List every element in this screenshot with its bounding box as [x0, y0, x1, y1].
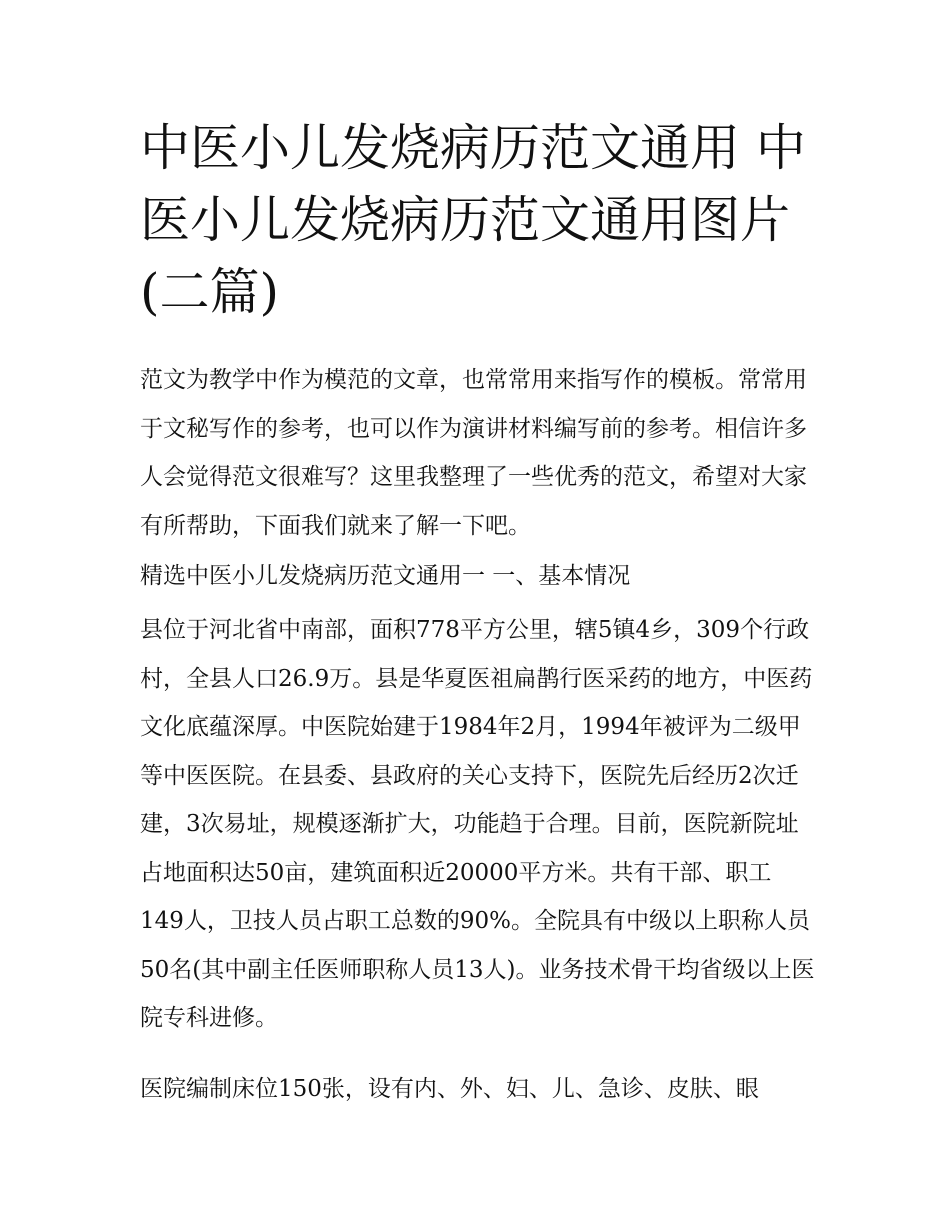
document-title: 中医小儿发烧病历范文通用 中医小儿发烧病历范文通用图片(二篇) — [140, 119, 806, 321]
body-paragraph-2: 医院编制床位150张，设有内、外、妇、儿、急诊、皮肤、眼 — [140, 1076, 759, 1102]
section-heading: 精选中医小儿发烧病历范文通用一 一、基本情况 — [140, 563, 631, 589]
intro-paragraph: 范文为教学中作为模范的文章，也常常用来指写作的模板。常常用于文秘写作的参考，也可以作为演讲材料编写前的参考。相信许多人会觉得范文很难写？这里我整理了一些优秀的范文，希望对大家有所帮助，下面我们就来了解一下吧。 — [140, 367, 807, 539]
body-paragraph-1: 县位于河北省中南部，面积778平方公里，辖5镇4乡，309个行政村，全县人口26.9万。县是华夏医祖扁鹊行医采药的地方，中医药文化底蕴深厚。中医院始建于1984年2月，1994年被评为二级甲等中医医院。在县委、县政府的关心支持下，医院先后经历2次迁建，3次易址，规模逐渐扩大，功能趋于合理。目前，医院新院址占地面积达50亩，建筑面积近20000平方米。共有干部、职工149人，卫技人员占职工总数的90%。全院具有中级以上职称人员50名(其中副主任医师职称人员13人)。业务技术骨干均省级以上医院专科进修。 — [140, 617, 815, 1031]
